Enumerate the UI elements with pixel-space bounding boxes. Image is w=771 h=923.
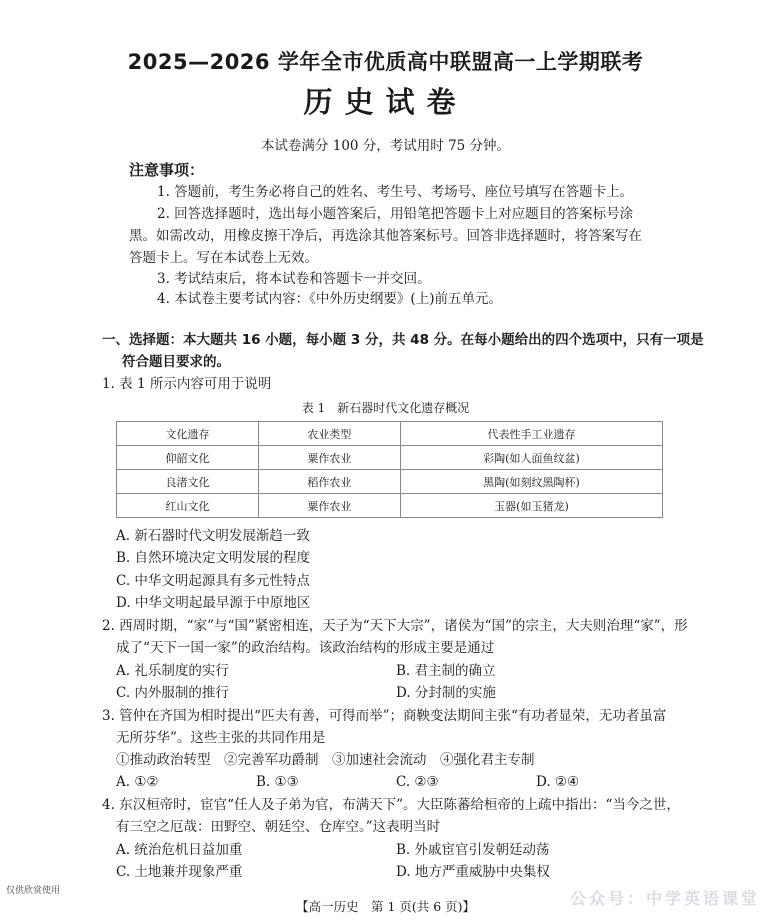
- q4-option-c: C. 土地兼并现象严重: [116, 864, 243, 880]
- q4-stem: 4. 东汉桓帝时，宦官“任人及子弟为官，布满天下”。大臣陈蕃给桓帝的上疏中指出：“当今之世，: [102, 797, 680, 813]
- q4-option-a: A. 统治危机日益加重: [116, 842, 243, 858]
- q3-option-d: D. ②④: [536, 774, 580, 790]
- q4-stem-cont: 有三空之厄哉：田野空、朝廷空、仓库空。”这表明当时: [116, 819, 441, 835]
- subject-title: 历史试卷: [303, 85, 468, 119]
- notice-line: 1. 答题前，考生务必将自己的姓名、考生号、考场号、座位号填写在答题卡上。: [157, 184, 634, 200]
- exam-title: 2025—2026 学年全市优质高中联盟高一上学期联考: [127, 50, 644, 74]
- table-cell: 粟作农业: [258, 446, 400, 470]
- watermark: 公众号：中学英语课堂: [570, 889, 761, 908]
- table-row: [117, 446, 663, 470]
- q1-option-b: B. 自然环境决定文明发展的程度: [116, 550, 311, 566]
- q2-stem: 2. 西周时期，“家”与“国”紧密相连，天子为“天下大宗”，诸侯为“国”的宗主，大夫则治理“家”，形: [102, 618, 688, 634]
- q1-option-d: D. 中华文明起最早源于中原地区: [116, 595, 311, 611]
- q1-stem: 1. 表 1 所示内容可用于说明: [102, 376, 272, 392]
- q3-items: ①推动政治转型 ②完善军功爵制 ③加速社会流动 ④强化君主专制: [116, 752, 535, 768]
- table-header-row: [117, 422, 663, 446]
- q3-option-a: A. ①②: [116, 774, 159, 790]
- table-row: [117, 470, 663, 494]
- notice-line: 黑。如需改动，用橡皮擦干净后，再选涂其他答案标号。回答非选择题时，将答案写在: [129, 228, 642, 244]
- notice-heading: 注意事项：: [129, 161, 205, 179]
- q4-option-d: D. 地方严重威胁中央集权: [396, 864, 550, 880]
- culture-table: [116, 421, 663, 518]
- table-cell: 稻作农业: [258, 470, 400, 494]
- usage-note: 仅供欣赏使用: [6, 886, 61, 896]
- table-title: 表 1 新石器时代文化遗存概况: [301, 401, 470, 415]
- q2-option-b: B. 君主制的确立: [396, 663, 496, 679]
- q3-option-b: B. ①③: [256, 774, 299, 790]
- q3-stem-cont: 无所芬华”。这些主张的共同作用是: [116, 730, 326, 746]
- table-cell: 玉器(如玉猪龙): [400, 494, 662, 518]
- table-header: 文化遗存: [117, 422, 259, 446]
- table-cell: 粟作农业: [258, 494, 400, 518]
- q1-option-a: A. 新石器时代文明发展渐趋一致: [116, 528, 310, 544]
- table-header: 农业类型: [258, 422, 400, 446]
- q2-stem-cont: 成了“天下一国一家”的政治结构。该政治结构的形成主要是通过: [116, 640, 495, 656]
- notice-line: 4. 本试卷主要考试内容：《中外历史纲要》(上)前五单元。: [157, 291, 502, 307]
- q4-option-b: B. 外戚宦官引发朝廷动荡: [396, 842, 550, 858]
- page-footer: 【高一历史 第 1 页(共 6 页)】: [295, 899, 476, 914]
- table-header: 代表性手工业遗存: [400, 422, 662, 446]
- q3-stem: 3. 管仲在齐国为相时提出“匹夫有善，可得而举”；商鞅变法期间主张“有功者显荣，无功者虽富: [102, 708, 667, 724]
- section-heading: 一、选择题：本大题共 16 小题，每小题 3 分，共 48 分。在每小题给出的四个选项中，只有一项是: [102, 332, 704, 348]
- table-cell: 良渚文化: [117, 470, 259, 494]
- score-info: 本试卷满分 100 分，考试用时 75 分钟。: [260, 138, 511, 154]
- q2-option-a: A. 礼乐制度的实行: [116, 663, 229, 679]
- notice-line: 3. 考试结束后，将本试卷和答题卡一并交回。: [157, 271, 431, 287]
- q2-option-c: C. 内外服制的推行: [116, 685, 229, 701]
- table-row: [117, 494, 663, 518]
- table-cell: 仰韶文化: [117, 446, 259, 470]
- notice-line: 2. 回答选择题时，选出每小题答案后，用铅笔把答题卡上对应题目的答案标号涂: [157, 206, 634, 222]
- table-cell: 红山文化: [117, 494, 259, 518]
- notice-line: 答题卡上。写在本试卷上无效。: [129, 250, 318, 266]
- q2-option-d: D. 分封制的实施: [396, 685, 496, 701]
- table-cell: 彩陶(如人面鱼纹盆): [400, 446, 662, 470]
- q3-option-c: C. ②③: [396, 774, 439, 790]
- table-cell: 黑陶(如刻纹黑陶杯): [400, 470, 662, 494]
- q1-option-c: C. 中华文明起源具有多元性特点: [116, 573, 310, 589]
- section-heading-cont: 符合题目要求的。: [122, 354, 230, 370]
